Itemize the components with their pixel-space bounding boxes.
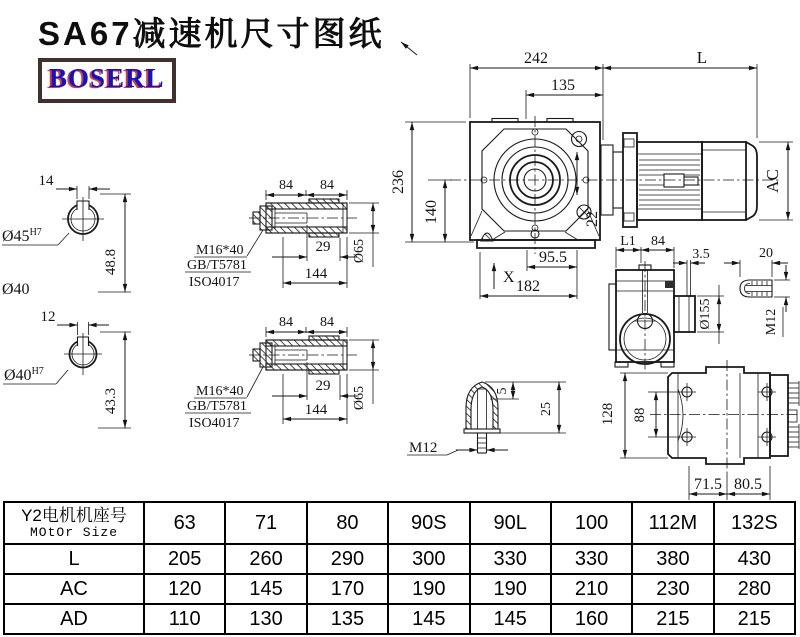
dim-dia155: Ø155 bbox=[698, 298, 713, 330]
table-cell: 300 bbox=[388, 544, 469, 574]
label-std-iso: ISO4017 bbox=[189, 416, 240, 431]
table-cell: 160 bbox=[551, 604, 632, 634]
main-view bbox=[390, 48, 793, 299]
dim-M12: M12 bbox=[409, 440, 438, 456]
tol-h7: H7 bbox=[29, 227, 42, 238]
dim-20: 20 bbox=[759, 246, 773, 261]
table-cell: 280 bbox=[714, 574, 795, 604]
bore-view-top bbox=[2, 173, 131, 298]
dim-29: 29 bbox=[315, 378, 331, 394]
dim-M12-key: M12 bbox=[764, 308, 779, 336]
dim-128: 128 bbox=[600, 402, 616, 426]
table-cell: 330 bbox=[470, 544, 551, 574]
table-cell: 230 bbox=[632, 574, 713, 604]
oil-plug-icon bbox=[481, 233, 493, 241]
label-bolt: M16*40 bbox=[196, 384, 244, 399]
table-cell: 190 bbox=[388, 574, 469, 604]
dim-236: 236 bbox=[390, 170, 407, 194]
dim-22: 22 bbox=[584, 211, 601, 227]
brand-logo-text: BOSERL bbox=[49, 63, 165, 93]
dim-182: 182 bbox=[516, 278, 540, 295]
table-row bbox=[4, 604, 795, 634]
row-label: L bbox=[4, 544, 144, 574]
dim-48-8: 48.8 bbox=[103, 248, 119, 276]
key-detail-view bbox=[724, 246, 790, 337]
table-cell: 145 bbox=[470, 604, 551, 634]
leader-arrow bbox=[401, 42, 417, 55]
table-cell: 120 bbox=[144, 574, 225, 604]
table-cell: 110 bbox=[144, 604, 225, 634]
tol-h7: H7 bbox=[31, 366, 44, 377]
label-std-iso: ISO4017 bbox=[189, 275, 240, 290]
table-header-row bbox=[4, 502, 795, 544]
table-cell: 380 bbox=[632, 544, 713, 574]
row-label: AC bbox=[4, 574, 144, 604]
label-dia-40: Ø40 bbox=[2, 281, 30, 298]
dim-84a: 84 bbox=[279, 315, 293, 330]
shaft-section-top bbox=[185, 178, 379, 290]
table-cell: 100 bbox=[551, 502, 632, 544]
brand-logo bbox=[38, 58, 176, 103]
dim-43-3: 43.3 bbox=[103, 387, 119, 415]
dim-95-5: 95.5 bbox=[539, 249, 567, 266]
dim-AC: AC bbox=[763, 169, 782, 193]
table-cell: 63 bbox=[144, 502, 225, 544]
side-view bbox=[609, 234, 724, 373]
dim-80-5: 80.5 bbox=[734, 476, 762, 493]
label-bolt: M16*40 bbox=[196, 243, 244, 258]
page-title: SA67减速机尺寸图纸 bbox=[38, 15, 385, 52]
dim-140: 140 bbox=[423, 200, 440, 224]
table-row bbox=[4, 544, 795, 574]
header-motor-size-en: MOtOr Size bbox=[29, 525, 118, 541]
dim-X: X bbox=[503, 269, 515, 286]
table-cell: 90L bbox=[470, 502, 551, 544]
table-cell: 145 bbox=[225, 574, 306, 604]
table-cell: 71 bbox=[225, 502, 306, 544]
dim-L1: L1 bbox=[620, 234, 636, 249]
shaft-section-bottom bbox=[185, 315, 379, 431]
label-bore-bottom bbox=[4, 366, 44, 384]
table-cell: 330 bbox=[551, 544, 632, 574]
dim-84c: 84 bbox=[651, 234, 665, 249]
bore-view-bottom bbox=[3, 309, 131, 428]
table-cell: 132S bbox=[714, 502, 795, 544]
table-cell: 215 bbox=[632, 604, 713, 634]
table-row bbox=[4, 574, 795, 604]
dim-29: 29 bbox=[315, 239, 331, 255]
table-cell: 215 bbox=[714, 604, 795, 634]
row-label: AD bbox=[4, 604, 144, 634]
table-cell: 205 bbox=[144, 544, 225, 574]
table-cell: 190 bbox=[470, 574, 551, 604]
dim-242: 242 bbox=[524, 50, 548, 67]
dia-40: Ø40 bbox=[4, 367, 32, 384]
bottom-view bbox=[600, 360, 800, 500]
dim-3-5: 3.5 bbox=[692, 247, 710, 262]
header-motor-size bbox=[4, 502, 144, 544]
label-bore-top bbox=[2, 227, 42, 245]
dim-84b: 84 bbox=[320, 178, 334, 193]
table-cell: 130 bbox=[225, 604, 306, 634]
label-std-gb: GB/T5781 bbox=[187, 258, 247, 273]
dim-144: 144 bbox=[304, 266, 328, 282]
table-cell: 80 bbox=[307, 502, 388, 544]
table-cell: 145 bbox=[388, 604, 469, 634]
dim-144: 144 bbox=[304, 402, 328, 418]
dim-84b: 84 bbox=[320, 315, 334, 330]
dim-dia65: Ø65 bbox=[352, 385, 367, 411]
table-cell: 260 bbox=[225, 544, 306, 574]
dim-L: L bbox=[696, 48, 708, 67]
dim-5: 5 bbox=[495, 387, 510, 395]
table-cell: 112M bbox=[632, 502, 713, 544]
dim-dia65: Ø65 bbox=[352, 238, 367, 264]
table-cell: 430 bbox=[714, 544, 795, 574]
dim-84a: 84 bbox=[279, 178, 293, 193]
plug-detail-view bbox=[407, 382, 566, 456]
motor-fins-bottom bbox=[788, 381, 799, 449]
table-cell: 290 bbox=[307, 544, 388, 574]
dim-14: 14 bbox=[38, 173, 54, 189]
dim-25: 25 bbox=[539, 402, 554, 416]
table-cell: 135 bbox=[307, 604, 388, 634]
dim-71-5: 71.5 bbox=[694, 476, 722, 493]
table-cell: 210 bbox=[551, 574, 632, 604]
table-cell: 170 bbox=[307, 574, 388, 604]
dim-88: 88 bbox=[632, 407, 648, 423]
dia-45: Ø45 bbox=[2, 228, 30, 245]
header-motor-size-cn: Y2电机机座号 bbox=[21, 505, 127, 525]
dim-135: 135 bbox=[551, 77, 575, 94]
motor-size-table bbox=[3, 501, 796, 635]
dim-12: 12 bbox=[40, 309, 56, 325]
table-cell: 90S bbox=[388, 502, 469, 544]
label-std-gb: GB/T5781 bbox=[187, 399, 247, 414]
